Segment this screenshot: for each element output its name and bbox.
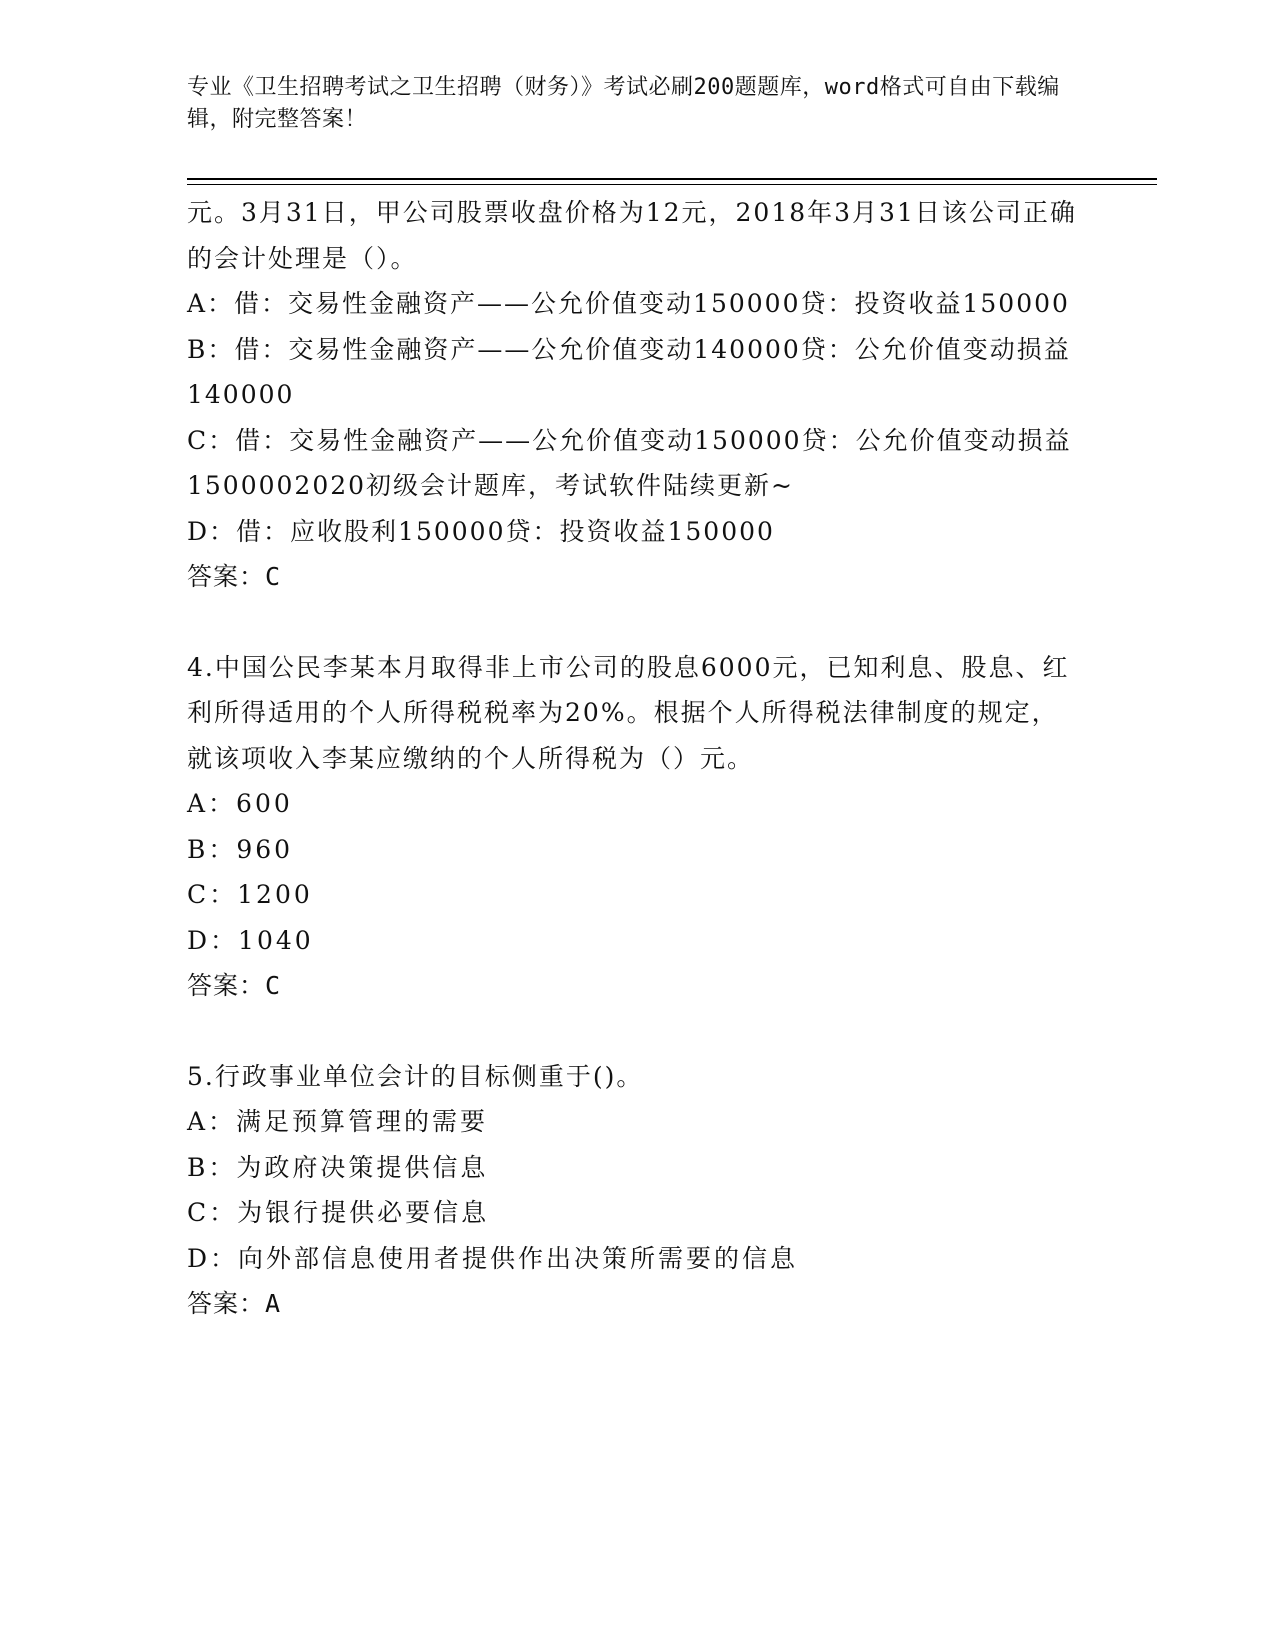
question-3 [187, 190, 1077, 600]
option-b: B：为政府决策提供信息 [187, 1152, 489, 1182]
question-stem: 元。3月31日，甲公司股票收盘价格为12元，2018年3月31日该公司正确的会计处理是（）。 [187, 198, 1077, 273]
option-c: C：1200 [187, 880, 313, 909]
option-d: D：1040 [187, 925, 314, 955]
option-b: B：借：交易性金融资产——公允价值变动140000贷：公允价值变动损益140000 [187, 334, 1071, 409]
option-a: A：600 [187, 789, 293, 818]
option-a: A：满足预算管理的需要 [187, 1107, 489, 1136]
header-divider-thin [187, 184, 1157, 185]
question-stem: 4.中国公民李某本月取得非上市公司的股息6000元，已知利息、股息、红利所得适用的个人所得税税率为20%。根据个人所得税法律制度的规定，就该项收入李某应缴纳的个人所得税为（）元。 [187, 652, 1070, 773]
option-b: B：960 [187, 834, 294, 864]
answer-line: 答案：A [187, 1289, 282, 1318]
option-d: D：借：应收股利150000贷：投资收益150000 [187, 516, 775, 546]
spacer [187, 600, 1077, 645]
answer-line: 答案：C [187, 971, 282, 1000]
question-stem: 5.行政事业单位会计的目标侧重于()。 [187, 1061, 644, 1091]
spacer [187, 1009, 1077, 1054]
question-4 [187, 645, 1077, 1009]
question-5 [187, 1054, 1077, 1327]
option-c: C：为银行提供必要信息 [187, 1198, 490, 1227]
answer-line: 答案：C [187, 562, 282, 591]
option-c: C：借：交易性金融资产——公允价值变动150000贷：公允价值变动损益1500002020初级会计题库，考试软件陆续更新~ [187, 425, 1072, 500]
document-body [187, 190, 1077, 1327]
option-d: D：向外部信息使用者提供作出决策所需要的信息 [187, 1243, 799, 1273]
option-a: A：借：交易性金融资产——公允价值变动150000贷：投资收益150000 [187, 289, 1070, 318]
header-divider-thick [187, 178, 1157, 180]
page-header-title: 专业《卫生招聘考试之卫生招聘（财务）》考试必刷200题题库，word格式可自由下载编辑，附完整答案！ [187, 75, 1060, 132]
